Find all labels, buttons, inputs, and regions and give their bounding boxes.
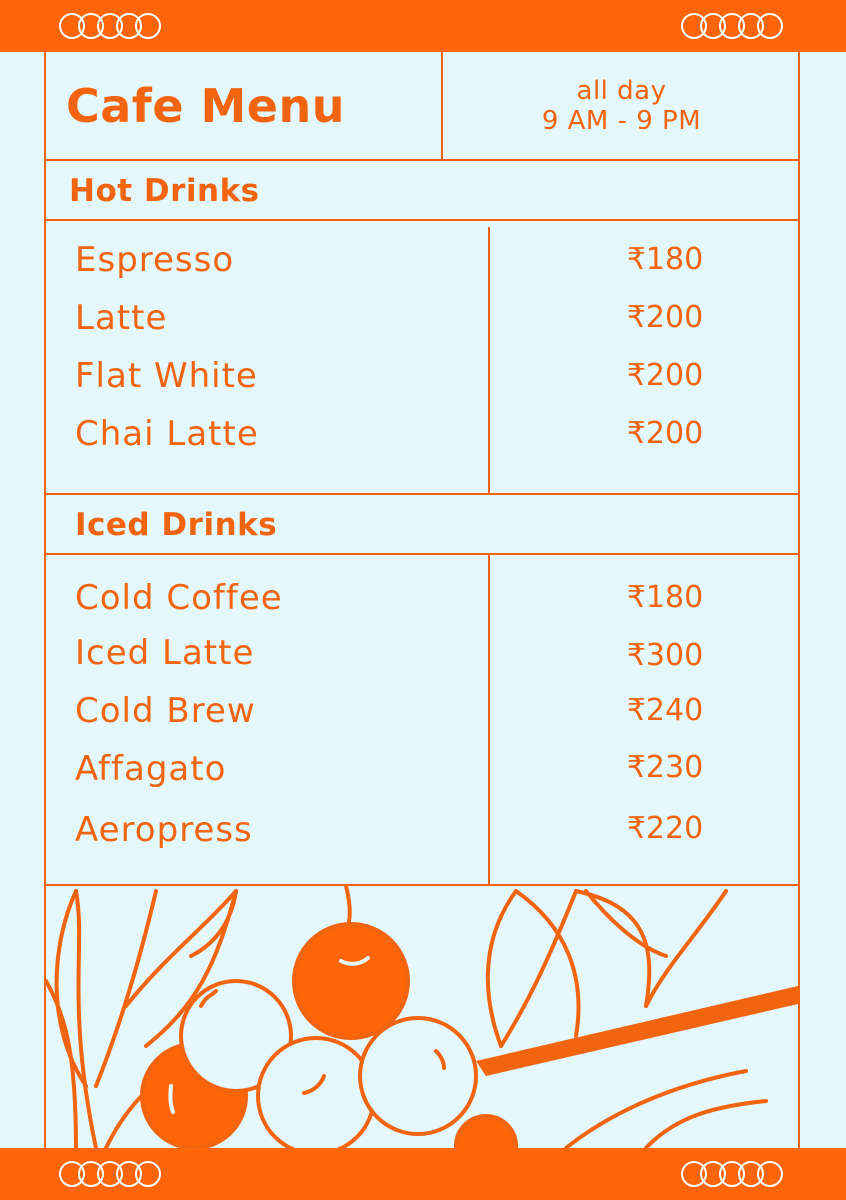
- ring-chain-icon: [58, 11, 168, 41]
- menu-item-price: ₹180: [626, 580, 704, 615]
- menu-item-price: ₹230: [626, 750, 704, 785]
- menu-item-name: Espresso: [75, 240, 235, 280]
- section-title-hot-drinks: Hot Drinks: [69, 173, 260, 209]
- menu-item-name: Latte: [75, 298, 168, 338]
- coffee-cherry-branch-illustration: [46, 886, 798, 1148]
- menu-item-name: Aeropress: [75, 810, 253, 850]
- menu-item-price: ₹200: [626, 358, 704, 393]
- ring-chain-icon: [58, 1159, 168, 1189]
- page-title: Cafe Menu: [66, 79, 345, 133]
- hours-label: all day: [576, 76, 667, 106]
- section-title-iced-drinks: Iced Drinks: [75, 507, 278, 543]
- menu-item-price: ₹300: [626, 638, 704, 673]
- menu-item-price: ₹180: [626, 242, 704, 277]
- menu-item-price: ₹200: [626, 416, 704, 451]
- menu-item-name: Chai Latte: [75, 414, 259, 454]
- ring-chain-icon: [680, 11, 790, 41]
- divider: [44, 553, 800, 555]
- divider: [44, 219, 800, 221]
- menu-item-price: ₹200: [626, 300, 704, 335]
- menu-item-name: Flat White: [75, 356, 258, 396]
- menu-item-price: ₹220: [626, 811, 704, 846]
- menu-item-name: Cold Coffee: [75, 578, 283, 618]
- menu-item-name: Cold Brew: [75, 691, 256, 731]
- hours-value: 9 AM - 9 PM: [541, 106, 702, 136]
- menu-item-name: Affagato: [75, 749, 227, 789]
- menu-item-name: Iced Latte: [75, 633, 255, 673]
- divider: [44, 159, 800, 161]
- ring-chain-icon: [680, 1159, 790, 1189]
- menu-item-price: ₹240: [626, 693, 704, 728]
- divider: [44, 493, 800, 495]
